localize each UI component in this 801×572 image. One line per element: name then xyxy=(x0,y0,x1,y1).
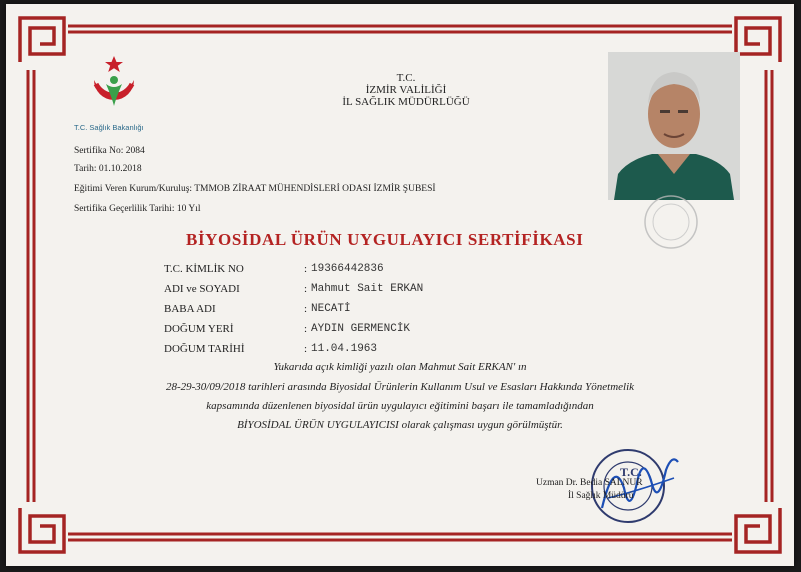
field-value-father: NECATİ xyxy=(311,303,351,315)
body-line-3: kapsamında düzenlenen biyosidal ürün uygulayıcı eğitimini başarı ile tamamladığından xyxy=(206,400,594,412)
validity-period: Sertifika Geçerlilik Tarihi: 10 Yıl xyxy=(74,204,201,214)
issue-date: Tarih: 01.10.2018 xyxy=(74,164,142,174)
stamp-text: T.C. xyxy=(620,465,642,479)
field-label-birthplace: DOĞUM YERİ xyxy=(164,323,234,335)
field-label-name: ADI ve SOYADI xyxy=(164,283,240,295)
corner-key-bottom-left xyxy=(20,508,64,552)
body-line-1: Yukarıda açık kimliği yazılı olan Mahmut Sait ERKAN' ın xyxy=(273,361,527,373)
field-separator: : xyxy=(304,323,308,335)
faded-stamp xyxy=(636,194,706,254)
ministry-of-health-logo xyxy=(86,54,142,122)
ministry-label: T.C. Sağlık Bakanlığı xyxy=(74,123,144,132)
field-label-tc-no: T.C. KİMLİK NO xyxy=(164,263,244,275)
corner-key-top-right xyxy=(736,18,780,62)
header-valilik: İZMİR VALİLİĞİ xyxy=(365,84,447,96)
signature-scribble xyxy=(594,448,684,528)
corner-key-top-left xyxy=(20,18,64,62)
field-value-birthplace: AYDIN GERMENCİK xyxy=(311,323,411,335)
corner-key-bottom-right xyxy=(736,508,780,552)
field-separator: : xyxy=(304,343,308,355)
field-value-tc-no: 19366442836 xyxy=(311,263,384,275)
header-tc: T.C. xyxy=(396,72,416,84)
field-label-father: BABA ADI xyxy=(164,303,216,315)
body-line-4: BİYOSİDAL ÜRÜN UYGULAYICISI olarak çalışması uygun görülmüştür. xyxy=(237,419,563,431)
field-value-name: Mahmut Sait ERKAN xyxy=(311,283,424,295)
field-separator: : xyxy=(304,303,308,315)
signatory-name: Uzman Dr. Bedia SALNUR xyxy=(536,478,643,488)
header-mudurluk: İL SAĞLIK MÜDÜRLÜĞÜ xyxy=(342,96,470,108)
signatory-position: İl Sağlık Müdürü xyxy=(568,491,634,501)
body-line-2: 28-29-30/09/2018 tarihleri arasında Biyosidal Ürünlerin Kullanım Usul ve Esasları Hakkında Yönetmelik xyxy=(165,381,635,393)
portrait-photo xyxy=(608,52,740,200)
field-separator: : xyxy=(304,283,308,295)
certificate-paper xyxy=(6,4,794,566)
field-value-birthdate: 11.04.1963 xyxy=(311,343,378,355)
certificate-title: BİYOSİDAL ÜRÜN UYGULAYICI SERTİFİKASI xyxy=(186,230,584,249)
certificate-number: Sertifika No: 2084 xyxy=(74,146,145,156)
field-separator: : xyxy=(304,263,308,275)
training-institution: Eğitimi Veren Kurum/Kuruluş: TMMOB ZİRAAT MÜHENDİSLERİ ODASI İZMİR ŞUBESİ xyxy=(74,184,436,194)
field-label-birthdate: DOĞUM TARİHİ xyxy=(164,343,245,355)
